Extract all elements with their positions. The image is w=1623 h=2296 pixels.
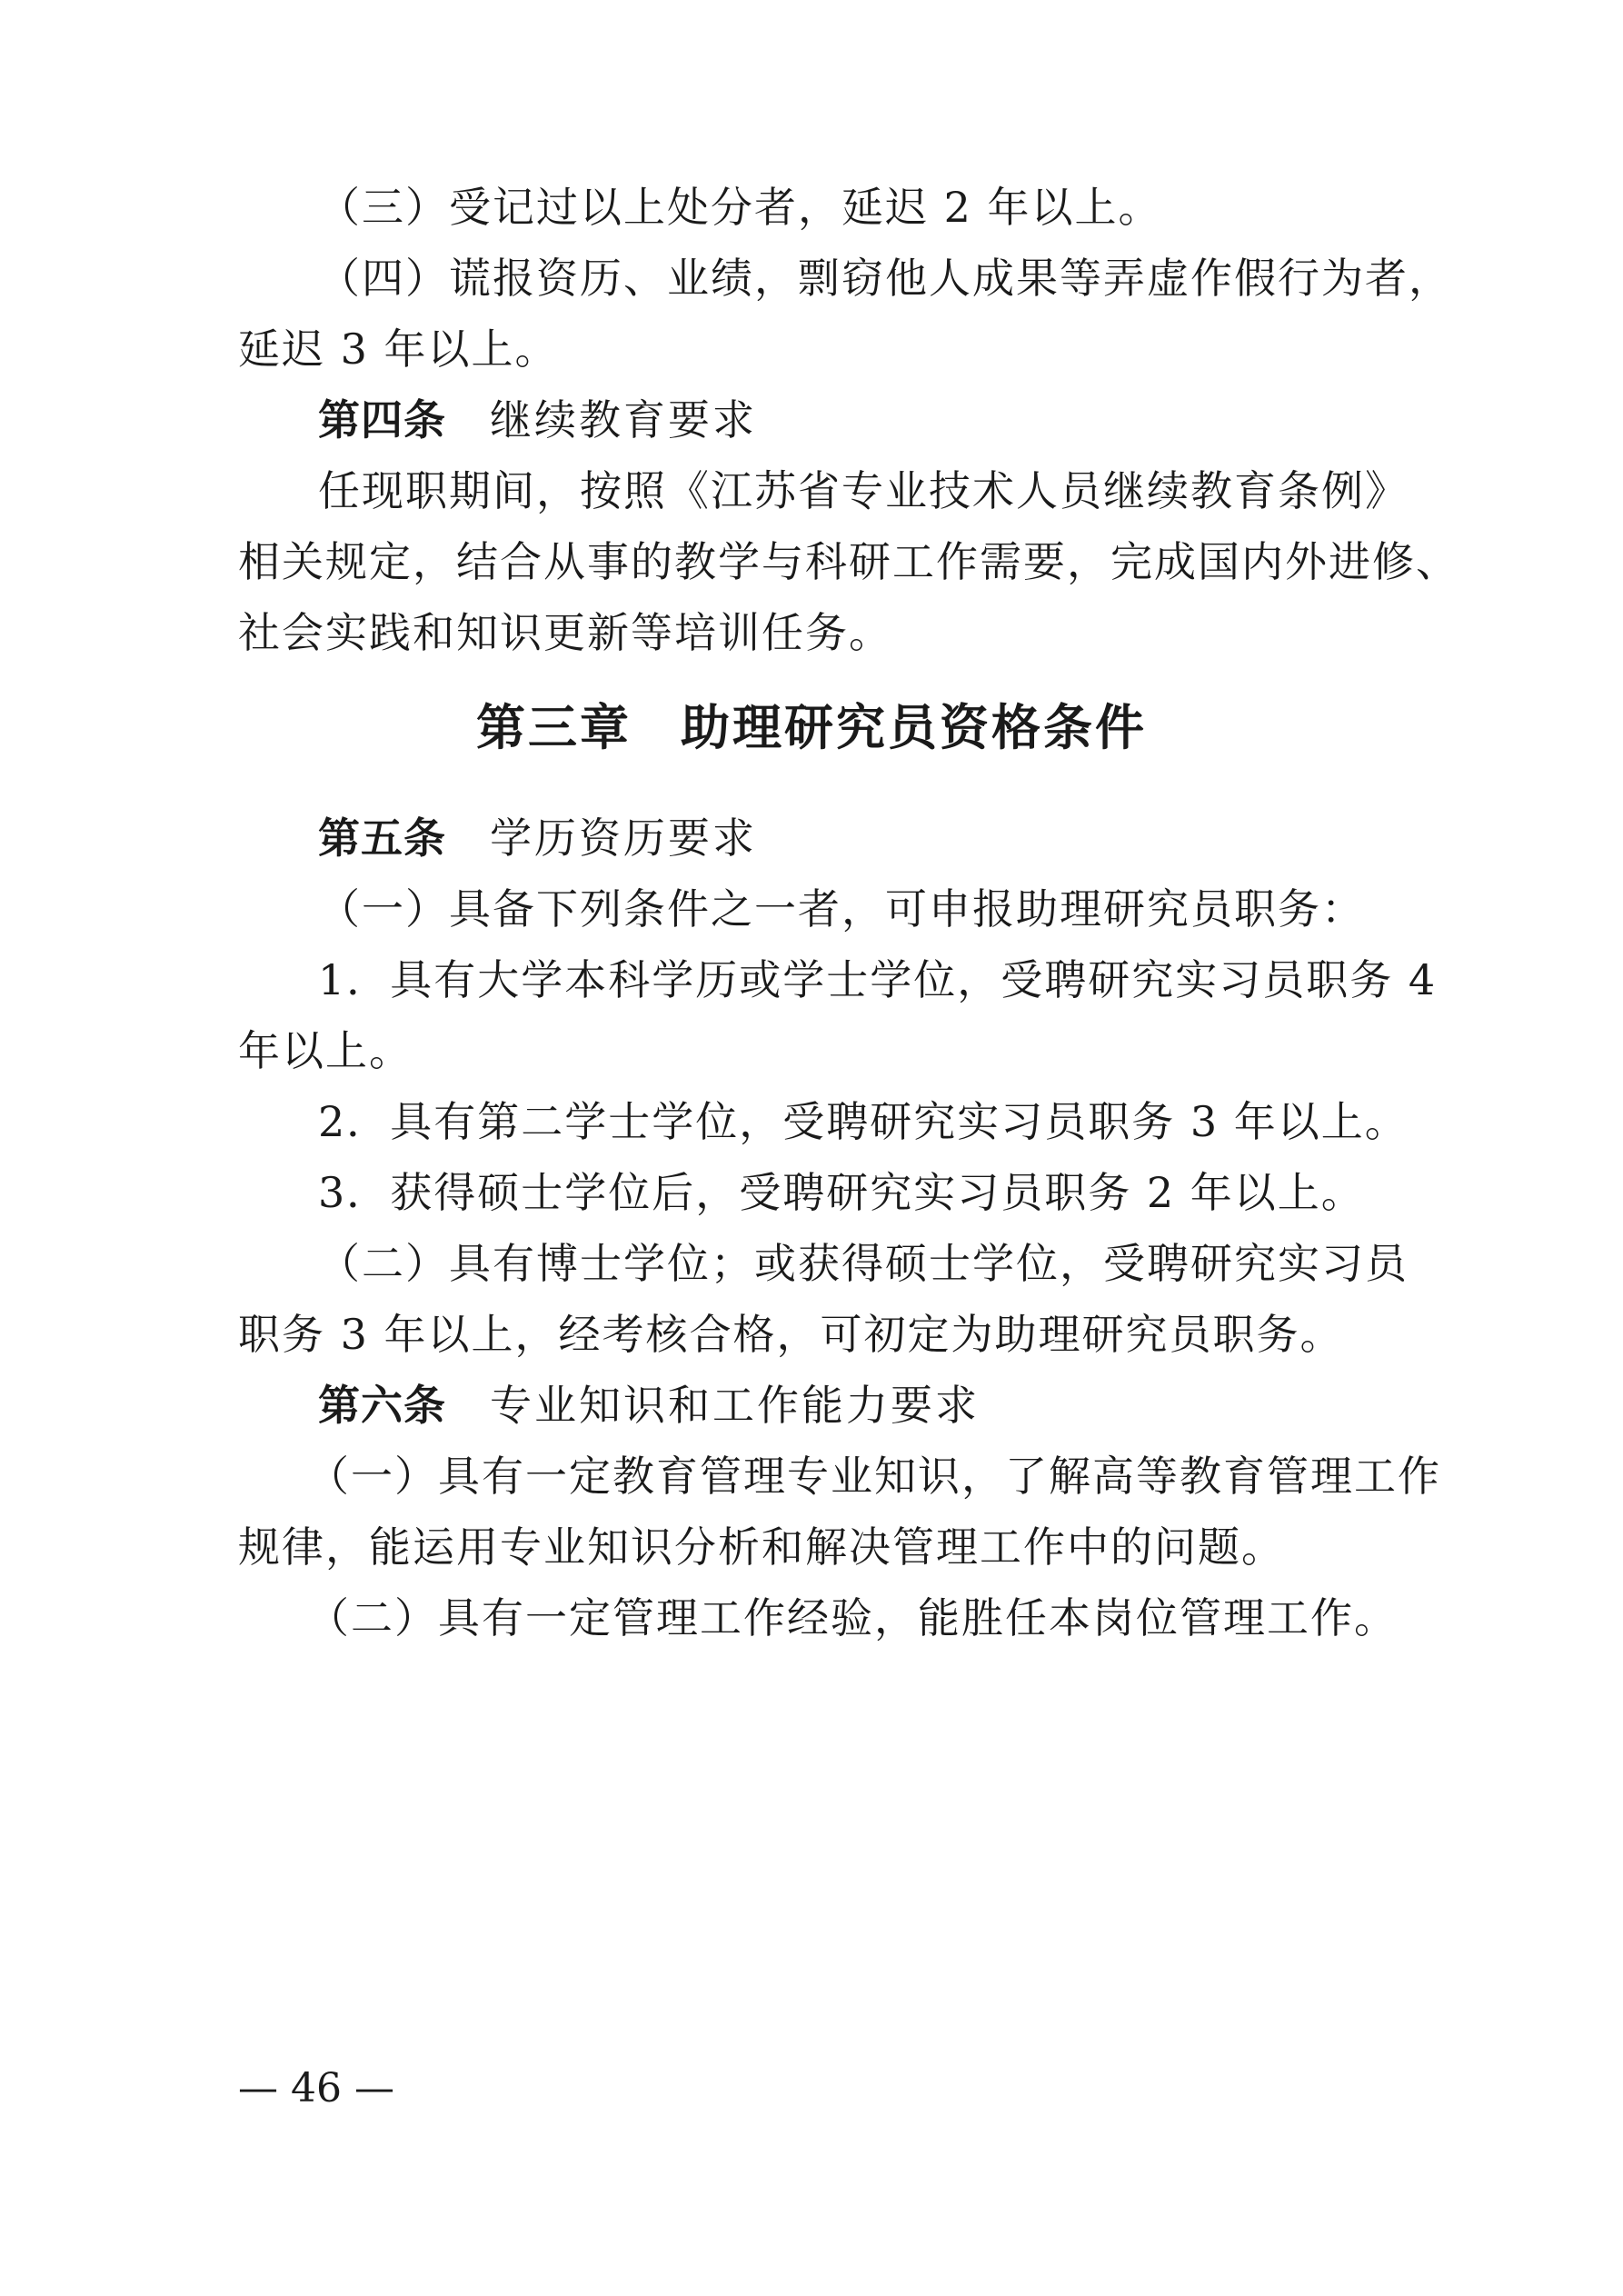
chapter-heading	[0, 696, 1623, 760]
chapter-number: 第三章	[476, 699, 632, 756]
paragraph-line: （四）谎报资历、业绩，剽窃他人成果等弄虚作假行为者，	[318, 254, 1452, 303]
article-number: 第四条	[318, 395, 446, 444]
article-title: 学历资历要求	[490, 814, 757, 863]
paragraph-line: 任现职期间，按照《江苏省专业技术人员继续教育条例》	[318, 466, 1409, 515]
article-number: 第五条	[318, 814, 446, 863]
article-title: 专业知识和工作能力要求	[490, 1381, 980, 1430]
article-6-heading	[318, 1378, 1392, 1433]
paragraph-line: （一）具有一定教育管理专业知识，了解高等教育管理工作	[307, 1452, 1441, 1501]
paragraph-line: （二）具有博士学位；或获得硕士学位，受聘研究实习员	[318, 1239, 1409, 1288]
article-title: 继续教育要求	[490, 395, 757, 444]
paragraph-line: 规律，能运用专业知识分析和解决管理工作中的问题。	[238, 1522, 1285, 1572]
paragraph-line: 2．具有第二学士学位，受聘研究实习员职务 3 年以上。	[318, 1097, 1409, 1146]
article-number: 第六条	[318, 1381, 446, 1430]
paragraph-line: （三）受记过以上处分者，延迟 2 年以上。	[318, 183, 1162, 232]
paragraph-line: （一）具备下列条件之一者，可申报助理研究员职务：	[318, 884, 1365, 933]
chapter-title: 助理研究员资格条件	[681, 699, 1147, 756]
article-5-heading	[318, 811, 1392, 865]
paragraph-line: 1．具有大学本科学历或学士学位，受聘研究实习员职务 4	[318, 955, 1438, 1004]
paragraph-line: 社会实践和知识更新等培训任务。	[238, 608, 892, 657]
page-number: — 46 —	[238, 2065, 394, 2111]
paragraph-line: 3．获得硕士学位后，受聘研究实习员职务 2 年以上。	[318, 1168, 1365, 1217]
paragraph-line: （二）具有一定管理工作经验，能胜任本岗位管理工作。	[307, 1593, 1398, 1642]
paragraph-line: 相关规定，结合从事的教学与科研工作需要，完成国内外进修、	[238, 537, 1459, 586]
paragraph-line: 年以上。	[238, 1026, 413, 1075]
paragraph-line: 职务 3 年以上，经考核合格，可初定为助理研究员职务。	[238, 1310, 1344, 1359]
article-4-heading	[318, 393, 1392, 447]
paragraph-line: 延迟 3 年以上。	[238, 324, 559, 374]
